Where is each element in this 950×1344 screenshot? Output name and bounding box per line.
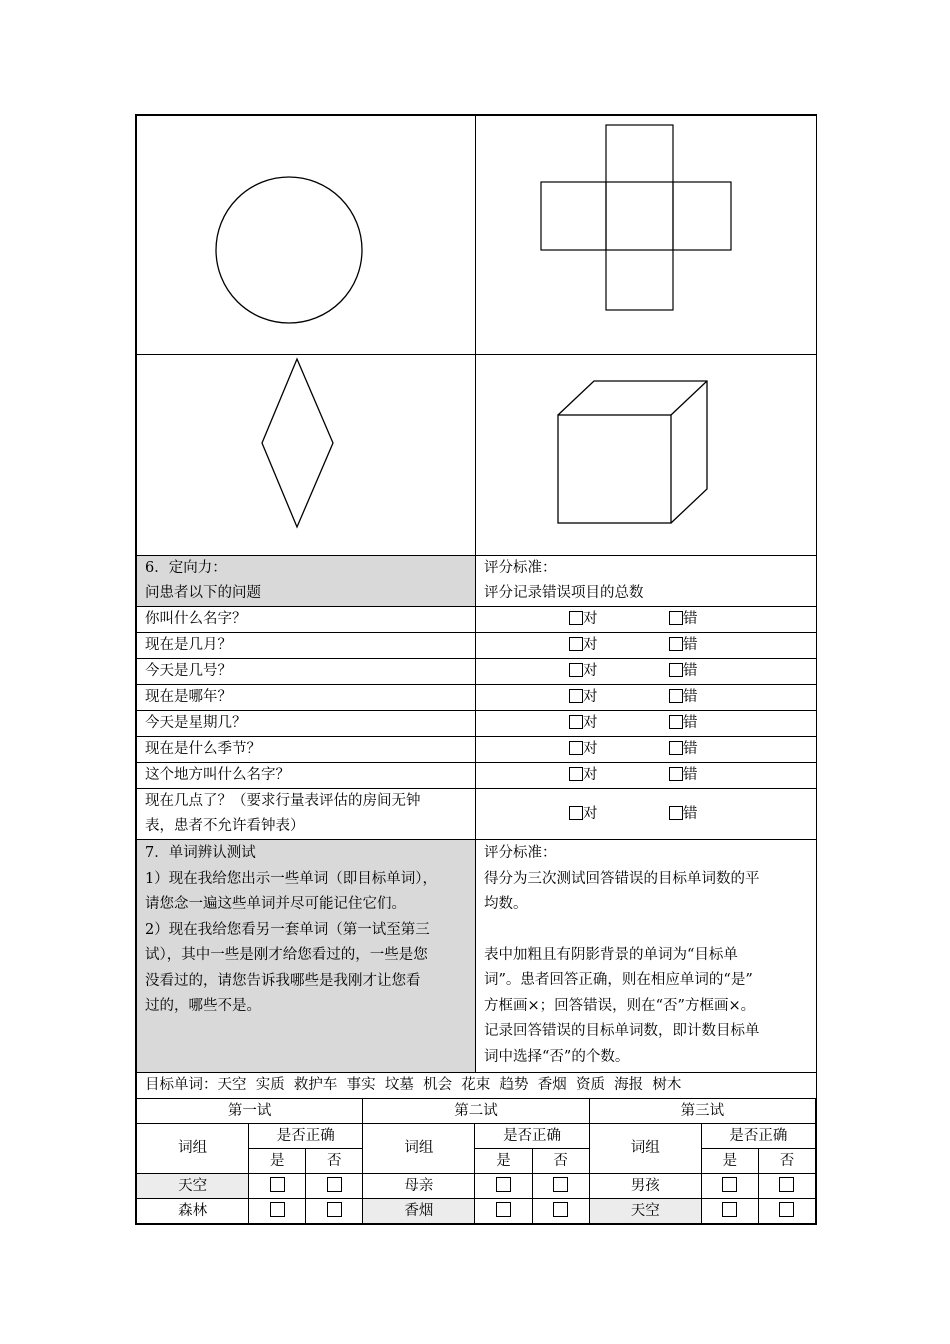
wrong-checkbox[interactable]: [669, 637, 683, 651]
yes-checkbox[interactable]: [496, 1177, 511, 1192]
correct-col-header: 是否正确: [475, 1123, 589, 1148]
yes-header: 是: [701, 1148, 758, 1173]
section6-subtitle: 问患者以下的问题: [145, 585, 261, 601]
correct-checkbox[interactable]: [569, 715, 583, 729]
trials-table: [136, 1099, 816, 1224]
section7-title: 7．单词辨认测试: [145, 845, 256, 861]
criteria-line: 得分为三次测试回答错误的目标单词数的平: [484, 870, 760, 887]
circle-figure: [137, 116, 476, 354]
question-time: [137, 789, 476, 840]
no-checkbox[interactable]: [327, 1177, 342, 1192]
trial2-word: 香烟: [363, 1198, 475, 1223]
correct-label: 对: [583, 637, 598, 653]
instruction-line: 试），其中一些是刚才给您看过的，一些是您: [145, 947, 428, 963]
no-checkbox[interactable]: [779, 1202, 794, 1217]
criteria-title: 评分标准：: [484, 560, 557, 576]
wrong-checkbox[interactable]: [669, 806, 683, 820]
yes-checkbox[interactable]: [270, 1177, 285, 1192]
answer-row: [476, 633, 817, 659]
answer-row: [476, 685, 817, 711]
question-place: 这个地方叫什么名字？: [137, 763, 476, 789]
answer-row: [476, 737, 817, 763]
yes-checkbox[interactable]: [722, 1177, 737, 1192]
no-checkbox[interactable]: [553, 1202, 568, 1217]
wrong-label: 错: [683, 741, 698, 757]
trial1-word: 天空: [137, 1173, 249, 1198]
correct-checkbox[interactable]: [569, 689, 583, 703]
word-col-header: 词组: [589, 1123, 701, 1173]
instruction-line: 过的，哪些不是。: [145, 998, 261, 1014]
criteria-line: 表中加粗且有阴影背景的单词为“目标单: [484, 946, 738, 963]
wrong-label: 错: [683, 715, 698, 731]
wrong-checkbox[interactable]: [669, 689, 683, 703]
no-header: 否: [532, 1148, 589, 1173]
instruction-line: 2）现在我给您看另一套单词（第一试至第三: [145, 921, 430, 938]
instruction-line: 没看过的，请您告诉我哪些是我刚才让您看: [145, 972, 421, 989]
criteria-line: 词中选择“否”的个数。: [484, 1048, 630, 1065]
wrong-label: 错: [683, 805, 698, 822]
correct-checkbox[interactable]: [569, 637, 583, 651]
yes-checkbox[interactable]: [722, 1202, 737, 1217]
question-weekday: 今天是星期几？: [137, 711, 476, 737]
correct-checkbox[interactable]: [569, 767, 583, 781]
yes-checkbox[interactable]: [270, 1202, 285, 1217]
criteria-title: 评分标准：: [484, 845, 557, 861]
section7-criteria: [476, 840, 817, 1073]
section6-header: [137, 556, 476, 607]
wrong-label: 错: [683, 663, 698, 679]
wrong-label: 错: [683, 767, 698, 783]
figure-circle-cell: [137, 116, 476, 355]
assessment-sheet: [135, 114, 817, 1225]
criteria-text: 评分记录错误项目的总数: [484, 585, 644, 601]
target-words: 目标单词：天空 实质 救护车 事实 坟墓 机会 花束 趋势 香烟 资质 海报 树木: [137, 1072, 817, 1098]
wrong-label: 错: [683, 689, 698, 705]
question-season: 现在是什么季节？: [137, 737, 476, 763]
table-row: [137, 1173, 816, 1198]
correct-checkbox[interactable]: [569, 741, 583, 755]
wrong-checkbox[interactable]: [669, 767, 683, 781]
correct-label: 对: [583, 741, 598, 757]
no-header: 否: [758, 1148, 815, 1173]
figure-cube-cell: [476, 355, 817, 556]
answer-row: [476, 763, 817, 789]
wrong-label: 错: [683, 637, 698, 653]
correct-label: 对: [583, 767, 598, 783]
instruction-line: 请您念一遍这些单词并尽可能记住它们。: [145, 896, 406, 912]
cross-figure: [476, 116, 817, 354]
yes-checkbox[interactable]: [496, 1202, 511, 1217]
question-time-line1: 现在几点了？（要求行量表评估的房间无钟: [145, 793, 421, 809]
criteria-line: 词”。患者回答正确，则在相应单词的“是”: [484, 972, 753, 988]
criteria-line: 均数。: [484, 896, 528, 912]
instruction-line: 1）现在我给您出示一些单词（即目标单词），: [145, 870, 437, 887]
figure-cross-cell: [476, 116, 817, 355]
correct-checkbox[interactable]: [569, 663, 583, 677]
no-header: 否: [306, 1148, 363, 1173]
correct-label: 对: [583, 611, 598, 627]
wrong-checkbox[interactable]: [669, 663, 683, 677]
section6-title: 6．定向力：: [145, 560, 227, 576]
section7-instructions: [137, 840, 476, 1073]
question-month: 现在是几月？: [137, 633, 476, 659]
trial1-header: 第一试: [137, 1099, 363, 1124]
criteria-line: 方框画×；回答错误，则在“否”方框画×。: [484, 997, 756, 1014]
diamond-figure: [137, 355, 476, 555]
trial2-word: 母亲: [363, 1173, 475, 1198]
yes-header: 是: [475, 1148, 532, 1173]
wrong-label: 错: [683, 611, 698, 627]
correct-label: 对: [583, 689, 598, 705]
correct-checkbox[interactable]: [569, 611, 583, 625]
no-checkbox[interactable]: [779, 1177, 794, 1192]
wrong-checkbox[interactable]: [669, 715, 683, 729]
question-name: 你叫什么名字？: [137, 607, 476, 633]
correct-col-header: 是否正确: [701, 1123, 815, 1148]
main-table: [136, 115, 817, 1099]
answer-row: [476, 659, 817, 685]
wrong-checkbox[interactable]: [669, 741, 683, 755]
figure-diamond-cell: [137, 355, 476, 556]
correct-label: 对: [583, 663, 598, 679]
trial3-word: 天空: [589, 1198, 701, 1223]
no-checkbox[interactable]: [553, 1177, 568, 1192]
answer-row: [476, 711, 817, 737]
question-date: 今天是几号？: [137, 659, 476, 685]
answer-row: [476, 789, 817, 840]
answer-row: [476, 607, 817, 633]
correct-col-header: 是否正确: [249, 1123, 363, 1148]
word-col-header: 词组: [137, 1123, 249, 1173]
correct-label: 对: [583, 715, 598, 731]
trial2-header: 第二试: [363, 1099, 589, 1124]
cube-figure: [476, 355, 817, 555]
correct-label: 对: [583, 805, 598, 822]
criteria-line: 记录回答错误的目标单词数，即计数目标单: [484, 1023, 760, 1039]
trial3-header: 第三试: [589, 1099, 815, 1124]
question-year: 现在是哪年？: [137, 685, 476, 711]
word-col-header: 词组: [363, 1123, 475, 1173]
wrong-checkbox[interactable]: [669, 611, 683, 625]
correct-checkbox[interactable]: [569, 806, 583, 820]
no-checkbox[interactable]: [327, 1202, 342, 1217]
trial1-word: 森林: [137, 1198, 249, 1223]
section6-criteria: [476, 556, 817, 607]
yes-header: 是: [249, 1148, 306, 1173]
table-row: [137, 1198, 816, 1223]
question-time-line2: 表，患者不允许看钟表）: [145, 818, 305, 834]
trial3-word: 男孩: [589, 1173, 701, 1198]
